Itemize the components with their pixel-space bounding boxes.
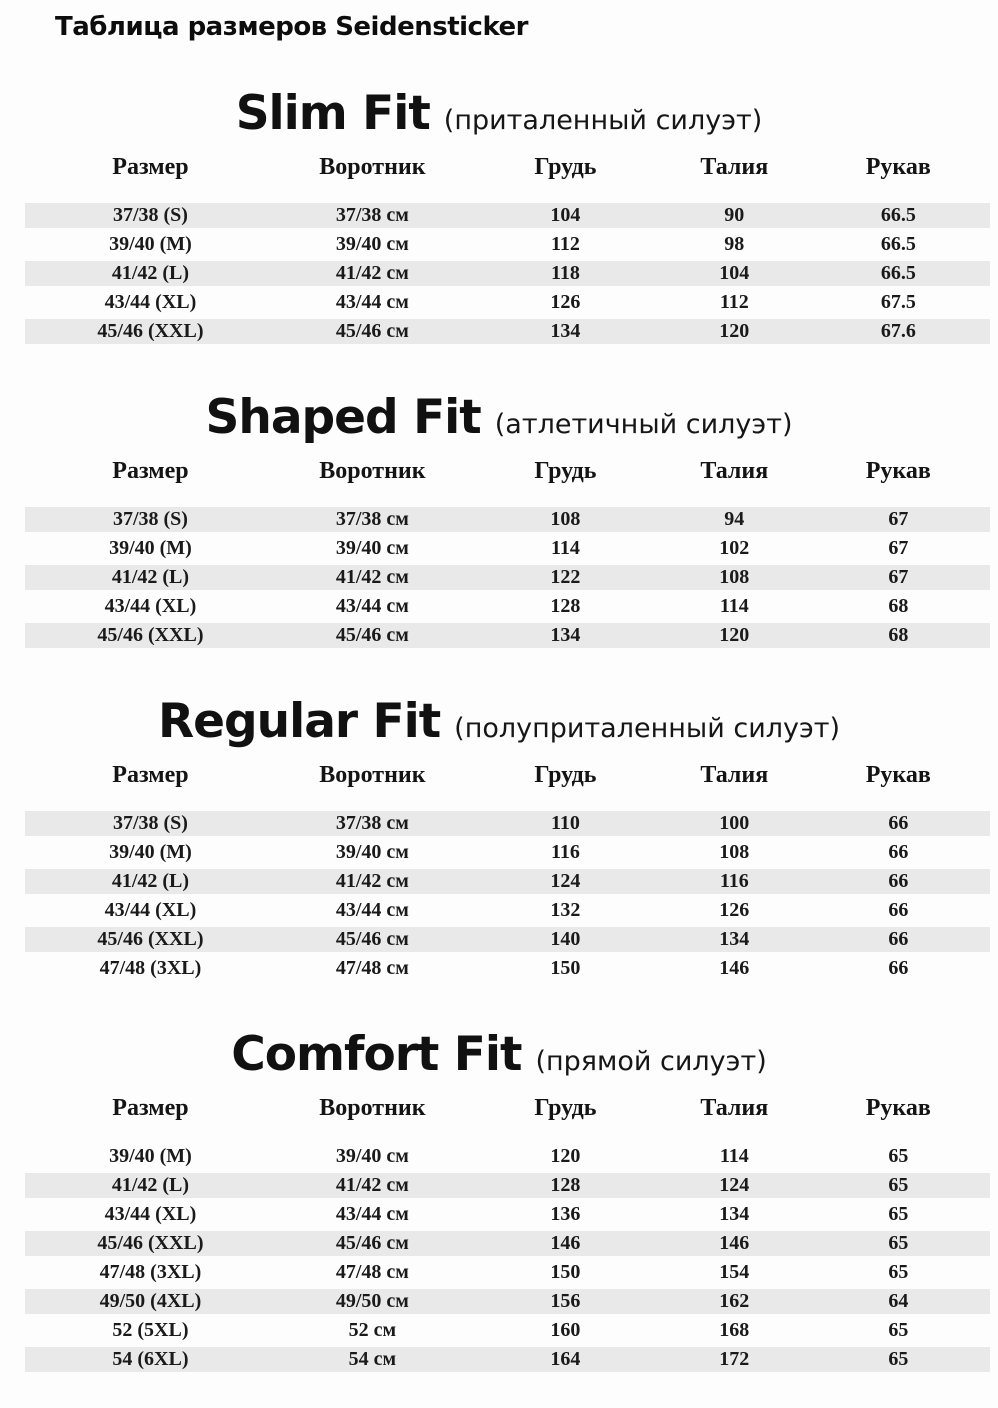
size-table <box>25 760 990 983</box>
size-table <box>25 152 990 346</box>
size-cell: 98 <box>724 233 745 255</box>
table-row <box>25 563 990 592</box>
fit-name: Regular Fit <box>157 694 441 749</box>
size-cell: 120 <box>719 320 750 342</box>
size-cell: 116 <box>550 841 580 863</box>
size-cell: 100 <box>719 812 750 834</box>
fit-section <box>0 680 998 983</box>
fit-section <box>0 72 998 346</box>
size-cell: 54 см <box>348 1348 397 1370</box>
column-header-cell: Грудь <box>534 457 597 484</box>
column-header-cell: Талия <box>700 457 769 484</box>
column-header-cell: Размер <box>112 761 189 788</box>
size-cell: 65 <box>888 1348 909 1370</box>
size-table <box>25 456 990 650</box>
column-header-cell: Воротник <box>319 1094 426 1121</box>
size-cell: 65 <box>888 1232 909 1254</box>
fit-section-heading <box>0 680 998 750</box>
size-cell: 47/48 (3XL) <box>99 957 202 979</box>
size-cell: 108 <box>719 841 750 863</box>
size-cell: 37/38 см <box>335 204 409 226</box>
fit-section <box>0 1013 998 1374</box>
size-cell: 66.5 <box>880 204 916 226</box>
size-cell: 41/42 (L) <box>111 262 190 284</box>
size-cell: 47/48 см <box>335 957 409 979</box>
table-row <box>25 1200 990 1229</box>
size-cell: 67.5 <box>880 291 916 313</box>
size-cell: 47/48 (3XL) <box>99 1261 202 1283</box>
size-cell: 43/44 см <box>335 899 409 921</box>
size-cell: 128 <box>550 1174 581 1196</box>
table-row <box>25 1287 990 1316</box>
size-cell: 102 <box>719 537 750 559</box>
size-cell: 45/46 см <box>335 1232 409 1254</box>
size-cell: 41/42 см <box>335 870 409 892</box>
size-cell: 43/44 (XL) <box>104 291 197 313</box>
size-cell: 52 см <box>348 1319 397 1341</box>
table-row <box>25 288 990 317</box>
fit-name: Slim Fit <box>235 86 430 141</box>
size-cell: 41/42 (L) <box>111 566 190 588</box>
size-cell: 104 <box>550 204 581 226</box>
size-cell: 39/40 (M) <box>109 233 192 255</box>
size-cell: 124 <box>719 1174 750 1196</box>
size-cell: 41/42 (L) <box>111 870 190 892</box>
size-cell: 39/40 см <box>335 841 409 863</box>
table-row <box>25 201 990 230</box>
table-row <box>25 809 990 838</box>
table-row <box>25 954 990 983</box>
column-header-cell: Размер <box>112 1094 189 1121</box>
table-row <box>25 1171 990 1200</box>
size-cell: 39/40 (M) <box>109 537 192 559</box>
size-cell: 90 <box>724 204 745 226</box>
size-cell: 37/38 (S) <box>112 812 188 834</box>
size-cell: 136 <box>550 1203 581 1225</box>
size-cell: 45/46 см <box>335 320 409 342</box>
size-cell: 43/44 см <box>335 595 409 617</box>
size-cell: 37/38 см <box>335 812 409 834</box>
size-cell: 68 <box>888 595 909 617</box>
size-cell: 118 <box>550 262 580 284</box>
fit-section-heading <box>0 376 998 446</box>
table-row <box>25 1316 990 1345</box>
column-header-cell: Воротник <box>319 457 426 484</box>
size-cell: 116 <box>719 870 749 892</box>
size-cell: 37/38 (S) <box>112 508 188 530</box>
table-body <box>25 809 990 983</box>
table-row <box>25 925 990 954</box>
table-row <box>25 1229 990 1258</box>
size-cell: 67 <box>888 566 909 588</box>
size-cell: 128 <box>550 595 581 617</box>
table-row <box>25 1345 990 1374</box>
column-header-cell: Грудь <box>534 761 597 788</box>
size-cell: 134 <box>550 320 581 342</box>
size-cell: 156 <box>550 1290 581 1312</box>
table-header-row <box>25 760 990 790</box>
fit-section-heading <box>0 72 998 142</box>
table-row <box>25 259 990 288</box>
size-cell: 45/46 (XXL) <box>97 624 204 646</box>
column-header-cell: Рукав <box>865 457 931 484</box>
size-cell: 64 <box>888 1290 909 1312</box>
size-cell: 146 <box>719 1232 750 1254</box>
size-cell: 120 <box>719 624 750 646</box>
size-cell: 43/44 (XL) <box>104 1203 197 1225</box>
size-cell: 43/44 см <box>335 1203 409 1225</box>
size-cell: 140 <box>550 928 581 950</box>
table-row <box>25 505 990 534</box>
size-cell: 172 <box>719 1348 750 1370</box>
column-header-cell: Размер <box>112 457 189 484</box>
size-cell: 45/46 см <box>335 624 409 646</box>
size-cell: 66 <box>888 957 909 979</box>
size-cell: 65 <box>888 1319 909 1341</box>
page-title: Таблица размеров Seidensticker <box>55 12 528 42</box>
column-header-cell: Талия <box>700 153 769 180</box>
size-cell: 168 <box>719 1319 750 1341</box>
table-row <box>25 592 990 621</box>
size-cell: 66 <box>888 841 909 863</box>
table-header-row <box>25 152 990 182</box>
size-cell: 41/42 см <box>335 1174 409 1196</box>
size-cell: 126 <box>719 899 750 921</box>
size-cell: 120 <box>550 1145 581 1167</box>
size-cell: 45/46 (XXL) <box>97 928 204 950</box>
size-cell: 134 <box>550 624 581 646</box>
size-cell: 66 <box>888 812 909 834</box>
size-cell: 65 <box>888 1145 909 1167</box>
fit-subtitle: (полуприталенный силуэт) <box>454 713 841 744</box>
size-cell: 67.6 <box>880 320 916 342</box>
column-header-cell: Грудь <box>534 153 597 180</box>
fit-subtitle: (приталенный силуэт) <box>443 105 763 136</box>
fit-name: Comfort Fit <box>231 1027 522 1082</box>
column-header-cell: Рукав <box>865 1094 931 1121</box>
size-cell: 146 <box>550 1232 581 1254</box>
table-body <box>25 201 990 346</box>
table-header-row <box>25 456 990 486</box>
size-cell: 134 <box>719 1203 750 1225</box>
size-cell: 52 (5XL) <box>112 1319 189 1341</box>
column-header-cell: Грудь <box>534 1094 597 1121</box>
size-cell: 126 <box>550 291 581 313</box>
size-cell: 37/38 (S) <box>112 204 188 226</box>
size-cell: 43/44 см <box>335 291 409 313</box>
size-cell: 39/40 см <box>335 1145 409 1167</box>
table-row <box>25 534 990 563</box>
size-cell: 39/40 см <box>335 233 409 255</box>
table-header-row <box>25 1093 990 1123</box>
size-cell: 110 <box>550 812 580 834</box>
size-cell: 122 <box>550 566 581 588</box>
column-header-cell: Воротник <box>319 761 426 788</box>
size-cell: 108 <box>719 566 750 588</box>
size-cell: 54 (6XL) <box>112 1348 189 1370</box>
size-cell: 146 <box>719 957 750 979</box>
table-row <box>25 896 990 925</box>
size-cell: 43/44 (XL) <box>104 595 197 617</box>
column-header-cell: Талия <box>700 1094 769 1121</box>
size-cell: 124 <box>550 870 581 892</box>
size-cell: 164 <box>550 1348 581 1370</box>
size-table <box>25 1093 990 1374</box>
size-cell: 160 <box>550 1319 581 1341</box>
table-body <box>25 505 990 650</box>
size-cell: 150 <box>550 1261 581 1283</box>
table-row <box>25 621 990 650</box>
size-cell: 39/40 (M) <box>109 841 192 863</box>
fit-section <box>0 376 998 650</box>
size-cell: 66 <box>888 928 909 950</box>
size-cell: 112 <box>719 291 749 313</box>
size-cell: 154 <box>719 1261 750 1283</box>
table-row <box>25 230 990 259</box>
table-row <box>25 1142 990 1171</box>
size-cell: 114 <box>550 537 580 559</box>
size-cell: 162 <box>719 1290 750 1312</box>
column-header-cell: Рукав <box>865 153 931 180</box>
size-cell: 132 <box>550 899 581 921</box>
size-cell: 45/46 см <box>335 928 409 950</box>
size-cell: 47/48 см <box>335 1261 409 1283</box>
size-cell: 68 <box>888 624 909 646</box>
size-cell: 114 <box>719 1145 749 1167</box>
size-cell: 65 <box>888 1261 909 1283</box>
size-cell: 41/42 (L) <box>111 1174 190 1196</box>
fit-subtitle: (прямой силуэт) <box>535 1046 767 1077</box>
size-cell: 49/50 см <box>335 1290 409 1312</box>
size-cell: 66 <box>888 870 909 892</box>
size-cell: 150 <box>550 957 581 979</box>
size-cell: 49/50 (4XL) <box>99 1290 202 1312</box>
fit-name: Shaped Fit <box>205 390 481 445</box>
size-cell: 65 <box>888 1174 909 1196</box>
size-cell: 66.5 <box>880 262 916 284</box>
table-row <box>25 867 990 896</box>
column-header-cell: Рукав <box>865 761 931 788</box>
table-row <box>25 1258 990 1287</box>
column-header-cell: Талия <box>700 761 769 788</box>
size-cell: 66.5 <box>880 233 916 255</box>
size-cell: 114 <box>719 595 749 617</box>
column-header-cell: Воротник <box>319 153 426 180</box>
size-cell: 37/38 см <box>335 508 409 530</box>
size-cell: 104 <box>719 262 750 284</box>
size-cell: 112 <box>550 233 580 255</box>
fit-section-heading <box>0 1013 998 1083</box>
size-cell: 67 <box>888 508 909 530</box>
size-cell: 39/40 (M) <box>109 1145 192 1167</box>
table-row <box>25 838 990 867</box>
size-cell: 41/42 см <box>335 566 409 588</box>
size-cell: 39/40 см <box>335 537 409 559</box>
size-cell: 45/46 (XXL) <box>97 1232 204 1254</box>
size-cell: 45/46 (XXL) <box>97 320 204 342</box>
size-cell: 65 <box>888 1203 909 1225</box>
fit-sections-container <box>0 72 998 1374</box>
size-cell: 94 <box>724 508 745 530</box>
size-cell: 66 <box>888 899 909 921</box>
size-cell: 108 <box>550 508 581 530</box>
table-row <box>25 317 990 346</box>
size-cell: 41/42 см <box>335 262 409 284</box>
column-header-cell: Размер <box>112 153 189 180</box>
fit-subtitle: (атлетичный силуэт) <box>494 409 793 440</box>
size-cell: 43/44 (XL) <box>104 899 197 921</box>
size-cell: 67 <box>888 537 909 559</box>
table-body <box>25 1142 990 1374</box>
size-cell: 134 <box>719 928 750 950</box>
